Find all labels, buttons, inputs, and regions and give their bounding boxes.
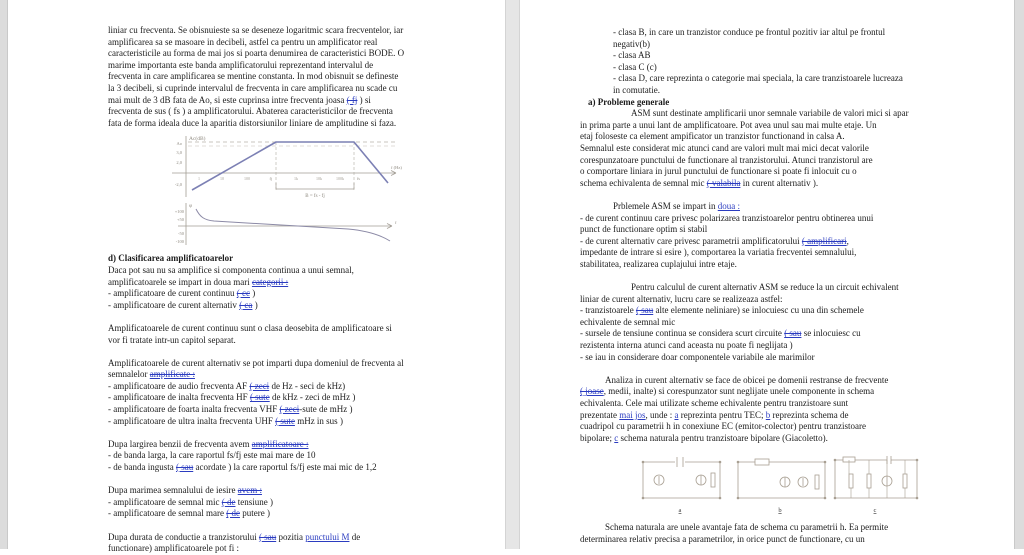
text-segment: in comutatie. [613,84,660,95]
text-segment: - amplificatoare de curent continuu [108,288,237,299]
text-segment: - amplificatoare de foarta inalta frecventa VHF [108,404,280,415]
text-segment: - sursele de tensiune continua se considera scurt circuite [580,328,785,339]
text-line [563,50,965,62]
bode-xtick-1: 10 [220,176,224,182]
text-segment: - amplificatoare de ultra inalta frecventa UHF [108,415,276,426]
bode-xtick-2: 100 [244,176,250,182]
circuit-a [642,457,721,499]
text-line [563,62,965,74]
text-line [563,236,965,248]
blank-line [108,474,458,486]
text-line [108,532,458,544]
text-line [563,120,965,132]
text-line [108,358,458,370]
text-segment: liniar de curent alternativ, lucru care se realizeaza astfel: [580,293,783,304]
text-segment: Dupa largirea benzii de frecventa avem [108,438,252,449]
revision-text: ( cc [236,288,250,299]
revision-text: avem : [237,485,262,496]
page-edge-left [0,0,8,549]
text-segment: Pentru calculul de curent alternativ ASM se reduce la un circuit echivalent [631,282,899,293]
page-right [563,27,965,546]
text-segment: ) si [357,94,371,105]
text-segment: la 3 decibeli, si cuprinde intervalul de frecventa in care amplificarea nu scade cu [108,82,398,93]
text-line [108,265,458,277]
text-line [563,259,965,271]
text-line [563,213,965,225]
text-segment: - de curent alternativ care privesc parametrii amplificatorului [580,235,802,246]
text-line [108,25,458,37]
text-line [108,369,458,381]
text-line [563,294,965,306]
text-segment: schema echivalenta de semnal mic [580,177,707,188]
revision-text: categorii : [251,276,289,287]
text-segment: echivalente de semnal mic [580,316,676,327]
text-segment: in prima parte a unui lant de amplificatoare. Pot avea unul sau mai multe etaje. Un [580,119,877,130]
text-line [108,95,458,107]
text-line [563,155,965,167]
blank-line [108,311,458,323]
text-segment: - clasa B, in care un tranzistor conduce pe frontul pozitiv iar altul pe frontul [613,27,886,37]
revision-text: ( joase [580,386,604,397]
text-line [108,106,458,118]
text-segment: determinarea relativ precisa a parametrilor, in orice punct de functionare, cu un [580,533,865,544]
revision-text: ( de [226,508,240,519]
text-line [563,522,965,534]
bode-figure [148,133,416,245]
text-line [563,340,965,352]
revision-text: ( amplificari [801,235,847,246]
text-segment: bipolare; [580,432,615,443]
bode-fj-label: fj [269,176,272,182]
text-line [563,73,965,85]
text-line [563,305,965,317]
text-segment: - amplificatoare de semnal mic [108,496,222,507]
text-line [108,335,458,347]
revision-text: ( sute [275,415,295,426]
bode-xtick-4: 10k [316,176,322,182]
text-line [108,323,458,335]
text-line [563,398,965,410]
text-segment: cuadripol cu parametrii h in conexiune EC (emitor-colector) pentru tranzistoare [580,421,866,432]
bode-phase-freq-label: f [395,220,397,226]
text-segment: vor fi tratate intr-un capitol separat. [108,334,236,345]
text-segment: negativ(b) [613,38,650,49]
revision-text: amplificate : [149,369,195,380]
circuit-b [737,459,826,499]
text-segment: caracteristicile au forma de mai jos si poarta denumirea de caracteristici BODE. O [108,48,405,59]
text-segment: punct de functionare optim si stabil [580,224,708,235]
blank-line [563,189,965,201]
revision-text: ( zeci [249,380,270,391]
text-segment: stabilitatea, realizarea cuplajului intre etaje. [580,258,737,269]
bode-ytick-2: -2,0 [174,182,182,188]
text-segment: in curent alternativ ). [740,177,819,188]
bode-ao-label: Ao [176,141,182,147]
link-text[interactable]: mai jos [619,409,646,420]
text-line [108,450,458,462]
bode-xtick-0: 1 [198,176,200,182]
text-line [563,85,965,97]
text-line [108,392,458,404]
text-line [563,282,965,294]
blank-line [563,270,965,282]
text-segment: acordate ) la care raportul fs/fj este mai mic de 1,2 [193,462,377,473]
text-segment: ) [249,288,256,299]
text-segment: Daca pot sau nu sa amplifice si componenta continua a unui semnal, [108,264,354,275]
text-segment: a) Probleme generale [588,96,670,107]
text-segment: - clasa D, care reprezinta o categorie mai speciala, la care tranzistoarele lucreaza [613,73,903,84]
text-line [108,439,458,451]
bode-ytick-1: 2,0 [176,160,182,166]
text-segment: - se iau in considerare doar componentele variabile ale marimilor [580,351,815,362]
text-segment: mai mult de 3 dB fata de Ao, si este cuprinsa intre frecventa joasa [108,94,347,105]
text-segment: alte elemente neliniare) se inlocuiesc cu una din schemele [653,305,864,316]
text-line [108,497,458,509]
text-line [108,381,458,393]
bode-phase-axis-label: φ [189,203,193,210]
text-segment: tensiune ) [235,496,273,507]
text-segment: de [349,531,361,542]
bode-phase-curve [196,209,390,241]
text-segment: pozitia [276,531,306,542]
text-segment: o comportare liniara in jurul punctului de functionare si poate fi inlocuit cu o [580,166,857,177]
text-line [108,416,458,428]
text-segment: etaj foloseste ca element ampificator un tranzistor functionand in calsa A. [580,131,845,142]
text-line [108,300,458,312]
text-segment: - tranzistoarele [580,305,636,316]
text-segment: , [846,235,849,246]
text-segment: Amplificatoarele de curent alternativ se pot imparti dupa domeniul de frecventa al [108,357,404,368]
text-segment: Prblemele ASM se impart in [613,200,718,211]
bode-phase-tick-3: -100 [175,239,184,245]
text-line [108,118,458,130]
text-line [108,485,458,497]
text-line [563,375,965,387]
link-text[interactable]: punctului M [305,531,350,542]
text-line [108,288,458,300]
text-line [563,328,965,340]
text-segment: ASM sunt destinate amplificarii unor semnale variabile de valori mici si apar [631,108,909,119]
text-line [563,247,965,259]
text-line [563,143,965,155]
text-line [563,131,965,143]
text-segment: schema naturala pentru tranzistoare bipolare (Giacoletto). [618,432,828,443]
link-text[interactable]: b [765,409,771,420]
revision-text: ( sau [784,328,802,339]
page-edge-right [1014,0,1024,549]
text-line [108,83,458,95]
text-line [563,166,965,178]
text-segment: Schema naturala are unele avantaje fata de schema cu parametrii h. Ea permite [605,522,889,533]
text-segment: Amplificatoarele de curent continuu sunt o clasa deosebita de amplificatoare si [108,322,392,333]
text-segment: reprezinta schema de [770,409,849,420]
text-line [563,386,965,398]
circuit-label-b: b [778,507,782,515]
revision-text: ( ca [239,299,253,310]
bode-ytick-0: 3,0 [176,150,182,156]
revision-text: amplificatoare : [251,438,309,449]
text-line [108,277,458,289]
blank-line [108,427,458,439]
blank-line [108,520,458,532]
circuit-c [834,456,918,499]
bode-phase-tick-1: +50 [176,217,184,223]
bode-band-bracket [276,183,354,189]
bode-phase-x-axis [178,224,392,229]
text-segment: , unde : [645,409,675,420]
text-segment: - de curent continuu care privesc polarizarea tranzistoarelor pentru obtinerea unui [580,212,874,223]
link-text[interactable]: doua : [717,200,740,211]
text-segment: de kHz - zeci de mHz ) [269,392,356,403]
revision-text: ( valabila [706,177,741,188]
bode-xtick-5: 100k [336,176,344,182]
text-segment: putere ) [239,508,270,519]
bode-gain-curve [192,142,388,190]
text-segment: amplificatoarele se impart in doua mari [108,276,252,287]
bode-fs-label: fs [357,176,360,182]
text-line [563,27,965,39]
blank-line [563,363,965,375]
text-segment: - amplificatoare de semnal mare [108,508,227,519]
text-segment: d) Clasificarea amplificatoarelor [108,253,234,264]
bode-phase-tick-2: -50 [178,231,184,237]
text-line [108,404,458,416]
text-segment: semnalelor [108,369,150,380]
text-segment: corespunzatoare punctului de functionare al tranzistorului. Atunci tranzistorul are [580,154,873,165]
text-segment: echivalenta. Cele mai utilizate scheme echivalente pentru tranzistoare sunt [580,398,849,408]
text-segment: - amplificatoare de audio frecventa AF [108,380,250,391]
revision-text: ( sute [249,392,270,403]
bode-gain-axis-label: Ac(dB) [189,136,206,143]
text-line [108,462,458,474]
text-segment: ) [252,299,258,310]
bode-gain-x-axis [172,171,396,176]
text-segment: frecventa in care amplificarea se mentine constanta. In mod obisnuit se defineste [108,71,399,82]
bode-xtick-3: 1k [294,176,298,182]
bode-phase-tick-0: +100 [174,209,184,215]
text-segment: liniar cu frecventa. Se obisnuieste sa se deseneze logaritmic scara frecventelor, iar [108,25,404,35]
blank-line [108,346,458,358]
text-segment: se inlocuiesc cu [801,328,861,339]
heading-line [108,253,458,265]
page-left [108,25,458,555]
text-segment: frecventa de sus ( fs ) a amplificatorului. Abaterea caracteristicilor de frecventa [108,106,393,117]
text-line [563,410,965,422]
text-segment: reprezinta pentru TEC; [678,409,766,420]
link-text[interactable]: c [614,432,619,443]
text-segment: -sute de mHz ) [299,404,353,415]
text-segment: - amplificatoare de curent alternativ [108,299,240,310]
text-line [563,352,965,364]
text-line [563,108,965,120]
text-line [563,201,965,213]
revision-text: ( sau [258,531,277,542]
text-segment: mHz in sus ) [294,415,343,426]
text-segment: fata de forma ideala duce la aparitia distorsiunilor liniare de amplitudine si faza. [108,117,397,128]
text-line [563,317,965,329]
circuit-label-a: a [678,507,682,515]
text-segment: Analiza in curent alternativ se face de obicei pe domenii restranse de frecvente [605,374,889,385]
bode-band-label: B = fs - fj [305,194,325,200]
revision-text: ( sau [175,462,194,473]
text-segment: - de banda larga, la care raportul fs/fj este mai mare de 10 [108,450,316,461]
text-segment: de Hz - seci de kHz) [269,380,346,391]
text-line [108,48,458,60]
text-segment: Dupa durata de conductie a tranzistorului [108,531,259,542]
revision-text: ( de [221,496,236,507]
page-gutter [505,0,520,549]
text-segment: rezistenta interna atunci cand aceasta nu poate fi neglijata ) [580,340,793,351]
text-segment: - amplificatoare de inalta frecventa HF [108,392,250,403]
text-line [563,39,965,51]
text-line [108,71,458,83]
text-segment: - clasa AB [613,50,651,61]
text-line [563,421,965,433]
text-line [108,508,458,520]
text-segment: marime importanta este banda amplificatorului reprezentand intervalul de [108,59,374,70]
text-segment: amplificarea sa se masoare in decibeli, astfel ca pentru un amplificator real [108,36,378,47]
text-segment: Semnalul este considerat mic atunci cand are valori mult mai mici decat valorile [580,142,869,153]
text-line [563,224,965,236]
revision-text: ( fj [346,94,358,105]
text-segment: - de banda ingusta [108,462,176,473]
bode-freq-axis-label: f (Hz) [391,165,402,171]
text-line [563,534,965,546]
text-segment: - clasa C (c) [613,61,657,72]
text-segment: Dupa marimea semnalului de iesire [108,485,238,496]
text-line [563,433,965,445]
text-segment: functionare) amplificatoarele pot fi : [108,543,239,554]
circuit-label-c: c [873,507,877,515]
text-segment: impedante de intrare si esire ), comportarea la variatia frecventei semnalului, [580,247,857,258]
revision-text: ( sau [635,305,654,316]
heading-line [563,97,965,109]
revision-text: ( zeci [279,404,300,415]
link-text[interactable]: a [674,409,679,420]
text-line [108,37,458,49]
text-segment: , medii, inalte) si corespunzator sunt neglijate unele componente in schema [603,386,875,397]
equivalent-circuits-figure [635,448,920,516]
text-segment: prezentate [580,409,620,420]
text-line [563,178,965,190]
text-line [108,60,458,72]
